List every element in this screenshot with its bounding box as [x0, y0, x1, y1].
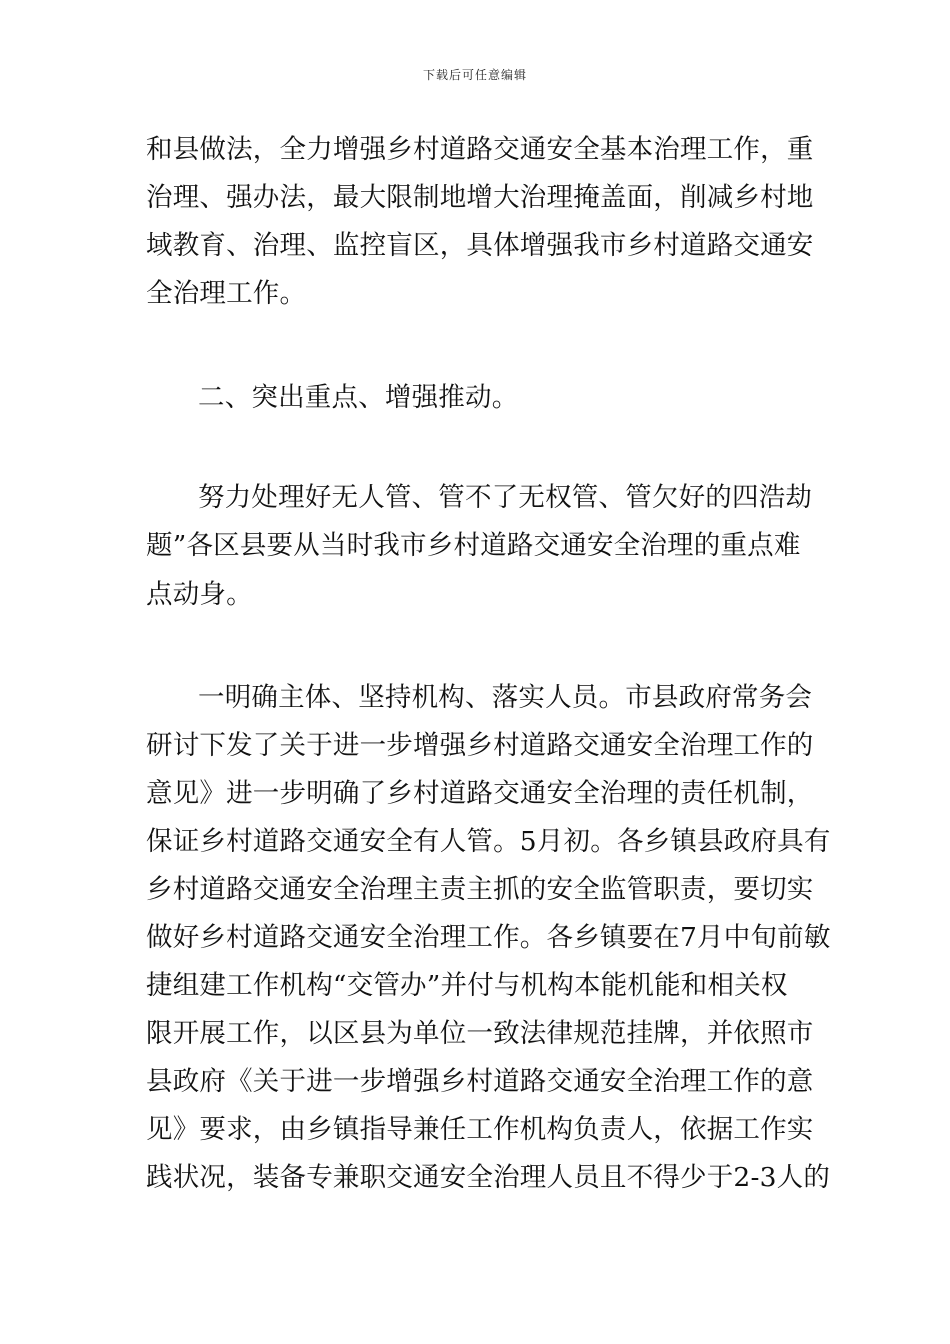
header-note: 下载后可任意编辑	[422, 68, 527, 82]
text-line: 践状况，装备专兼职交通安全治理人员且不得少于2-3人的	[146, 1162, 831, 1193]
text-line: 捷组建工作机构“交管办”并付与机构本能机能和相关权	[146, 970, 788, 1001]
section-heading: 二、突出重点、增强推动。	[198, 382, 519, 413]
text-line: 研讨下发了关于进一步增强乡村道路交通安全治理工作的	[146, 730, 814, 761]
text-line: 意见》进一步明确了乡村道路交通安全治理的责任机制，	[146, 778, 814, 809]
text-line: 做好乡村道路交通安全治理工作。各乡镇要在7月中旬前敏	[146, 922, 831, 953]
text-line: 全治理工作。	[146, 278, 307, 309]
text-line: 乡村道路交通安全治理主责主抓的安全监管职责，要切实	[146, 874, 814, 905]
text-line: 治理、强办法，最大限制地增大治理掩盖面，削减乡村地	[146, 182, 814, 213]
text-line: 点动身。	[146, 579, 253, 610]
text-line: 县政府《关于进一步增强乡村道路交通安全治理工作的意	[146, 1066, 814, 1097]
text-line: 题”各区县要从当时我市乡村道路交通安全治理的重点难	[146, 530, 801, 561]
text-line: 一明确主体、坚持机构、落实人员。市县政府常务会	[198, 682, 813, 713]
text-line: 努力处理好无人管、管不了无权管、管欠好的四浩劫	[198, 482, 813, 513]
text-line: 保证乡村道路交通安全有人管。5月初。各乡镇县政府具有	[146, 826, 831, 857]
text-line: 和县做法，全力增强乡村道路交通安全基本治理工作，重	[146, 134, 814, 165]
text-line: 域教育、治理、监控盲区，具体增强我市乡村道路交通安	[146, 230, 814, 261]
text-line: 见》要求，由乡镇指导兼任工作机构负责人，依据工作实	[146, 1114, 814, 1145]
text-line: 限开展工作，以区县为单位一致法律规范挂牌，并依照市	[146, 1018, 814, 1049]
